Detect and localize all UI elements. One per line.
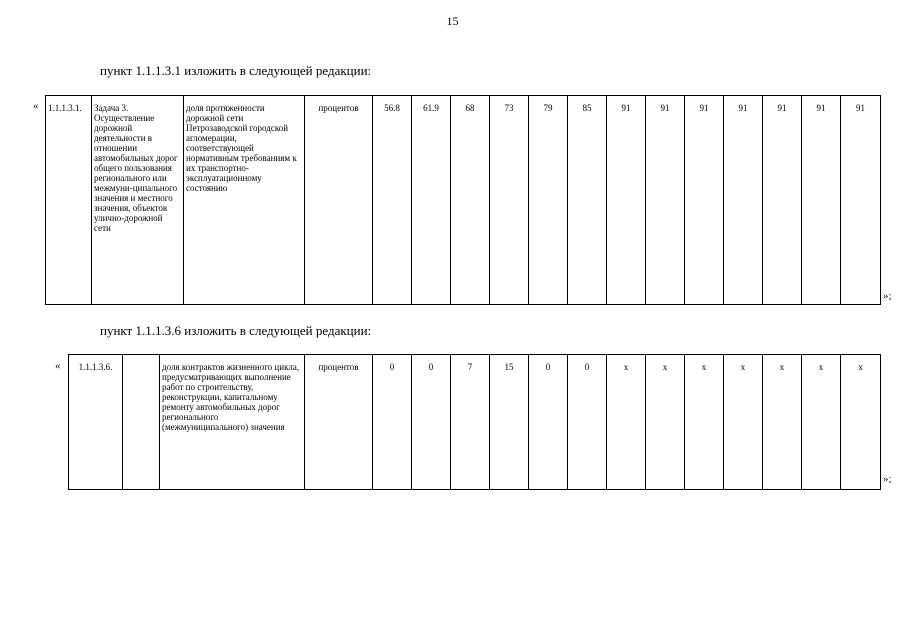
- table-row: [69, 355, 881, 490]
- value-cell: х: [685, 355, 724, 490]
- value-cell: 91: [607, 96, 646, 305]
- row-code: 1.1.1.3.1.: [46, 96, 92, 305]
- value-cell: 0: [529, 355, 568, 490]
- value-cell: 7: [451, 355, 490, 490]
- value-cell: х: [763, 355, 802, 490]
- value-cell: 91: [724, 96, 763, 305]
- value-cell: 91: [646, 96, 685, 305]
- row-code: 1.1.1.3.6.: [69, 355, 123, 490]
- page-number: 15: [446, 14, 459, 28]
- task-description: Задача 3. Осуществление дорожной деятельности в отношении автомобильных дорог общего пользования регионального или межмуни-ципального значения и местного значения, объектов улично-дорожной сети: [92, 96, 184, 305]
- indicator-table-1: [45, 95, 881, 305]
- value-cell: 91: [841, 96, 881, 305]
- value-cell: х: [607, 355, 646, 490]
- value-cell: 61.9: [412, 96, 451, 305]
- value-cell: х: [841, 355, 881, 490]
- close-quote-1: »;: [883, 290, 892, 302]
- table-row: [46, 96, 881, 305]
- close-quote-2: »;: [883, 473, 892, 485]
- open-quote-1: «: [33, 100, 39, 112]
- indicator-table-2: [68, 354, 881, 490]
- value-cell: 15: [490, 355, 529, 490]
- unit-cell: процентов: [305, 96, 373, 305]
- indicator-description: доля контрактов жизненного цикла, предусматривающих выполнение работ по строительству, реконструкции, капитальному ремонту автомобильных дорог регионального (межмуниципального) значения: [160, 355, 305, 490]
- value-cell: 91: [685, 96, 724, 305]
- value-cell: 73: [490, 96, 529, 305]
- value-cell: 91: [802, 96, 841, 305]
- unit-cell: процентов: [305, 355, 373, 490]
- open-quote-2: «: [55, 360, 61, 372]
- task-description: [123, 355, 160, 490]
- value-cell: 56.8: [373, 96, 412, 305]
- value-cell: 0: [412, 355, 451, 490]
- value-cell: 79: [529, 96, 568, 305]
- value-cell: х: [724, 355, 763, 490]
- value-cell: 0: [373, 355, 412, 490]
- value-cell: 85: [568, 96, 607, 305]
- indicator-description: доля протяженности дорожной сети Петрозаводской городской агломерации, соответствующей нормативным требованиям к их транспортно-эксплуатационному состоянию: [184, 96, 305, 305]
- value-cell: 91: [763, 96, 802, 305]
- value-cell: 68: [451, 96, 490, 305]
- value-cell: х: [802, 355, 841, 490]
- instruction-1: пункт 1.1.1.3.1 изложить в следующей редакции:: [100, 63, 372, 78]
- instruction-2: пункт 1.1.1.3.6 изложить в следующей редакции:: [100, 323, 372, 338]
- value-cell: 0: [568, 355, 607, 490]
- value-cell: х: [646, 355, 685, 490]
